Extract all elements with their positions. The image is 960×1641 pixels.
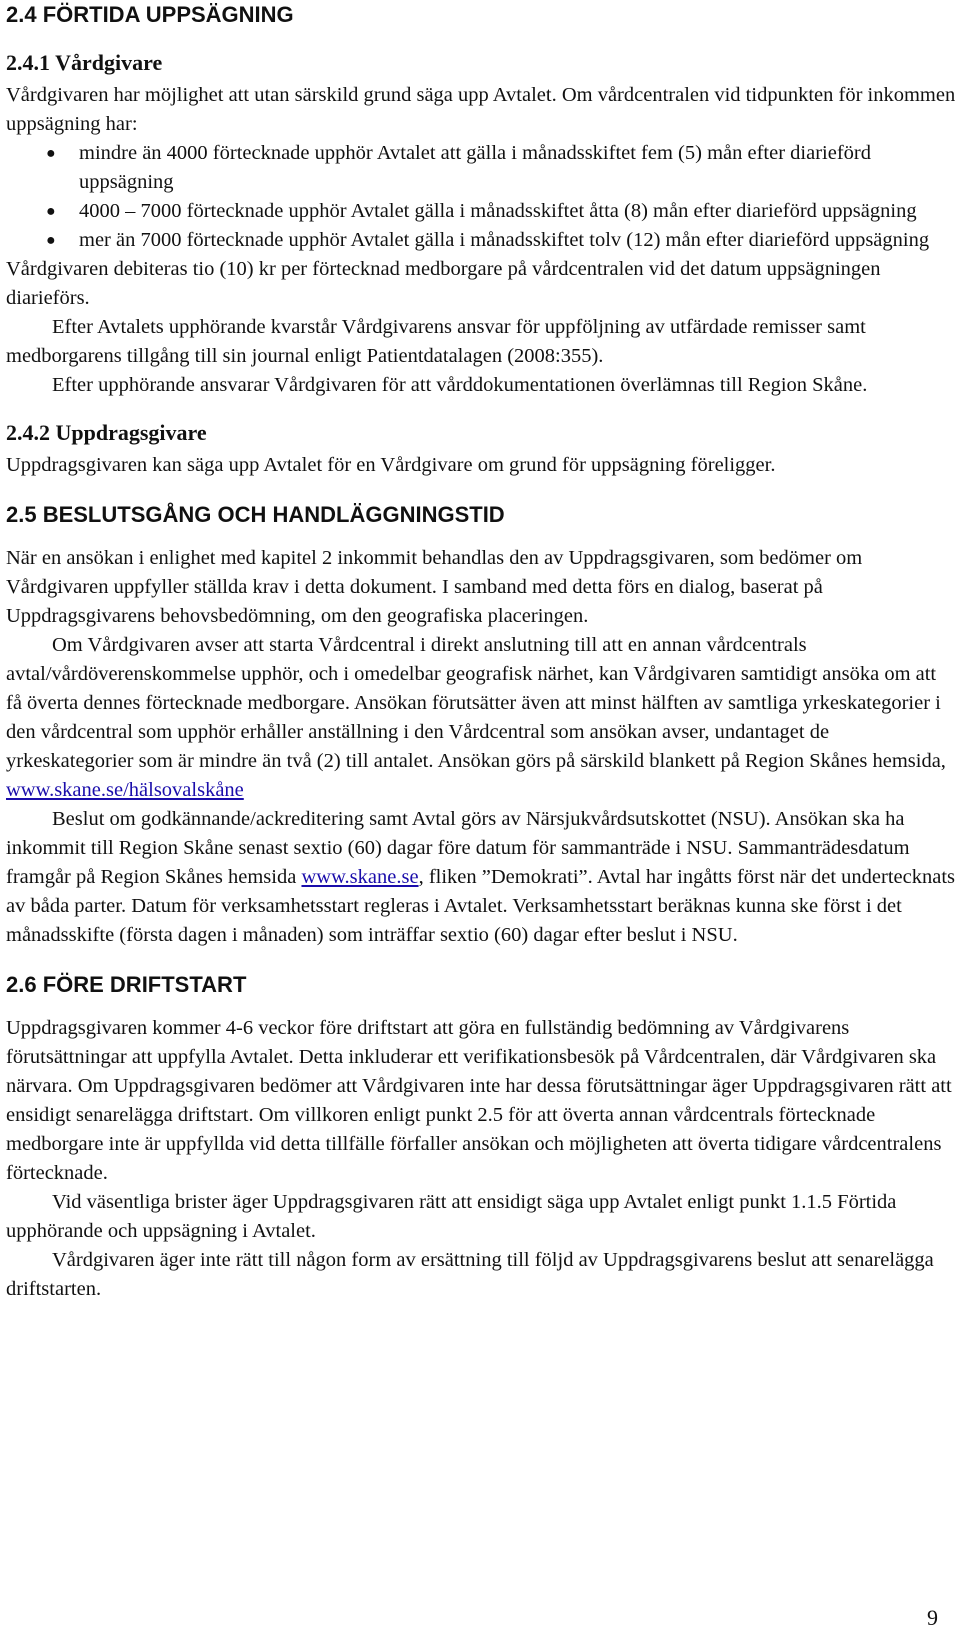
skane-website-link[interactable]: www.skane.se [301, 866, 419, 888]
paragraph-no-compensation: Vårdgivaren äger inte rätt till någon form av ersättning till följd av Uppdragsgivarens beslut att senarelägga driftstarten. [6, 1249, 934, 1300]
paragraph-application-review: När en ansökan i enlighet med kapitel 2 inkommit behandlas den av Uppdragsgivaren, som bedömer om Vårdgivaren uppfyller ställda krav i detta dokument. I samband med detta förs en dialog, baserat på Uppdragsgivarens behovsbedömning, om den geografiska placeringen. [6, 547, 863, 627]
document-page [6, 0, 956, 1304]
paragraph-after-termination: Efter Avtalets upphörande kvarstår Vårdgivarens ansvar för uppföljning av utfärdade remisser samt medborgarens tillgång till sin journal enligt Patientdatalagen (2008:355). [6, 316, 866, 367]
subsection-heading-2-4-2: 2.4.2 Uppdragsgivare [6, 420, 207, 445]
bullet-icon: ● [46, 203, 56, 220]
list-item-text: 4000 – 7000 förtecknade upphör Avtalet gälla i månadsskiftet åtta (8) mån efter diarieförd uppsägning [79, 200, 917, 222]
paragraph-debit: Vårdgivaren debiteras tio (10) kr per förtecknad medborgare på vårdcentralen vid det datum uppsägningen diarieförs. [6, 258, 881, 309]
list-item-text: mindre än 4000 förtecknade upphör Avtalet att gälla i månadsskiftet fem (5) mån efter diarieförd uppsägning [79, 142, 871, 193]
subsection-heading-2-4-1: 2.4.1 Vårdgivare [6, 50, 163, 75]
list-item [6, 226, 956, 255]
list-item-text: mer än 7000 förtecknade upphör Avtalet gälla i månadsskiftet tolv (12) mån efter diarieförd uppsägning [79, 229, 930, 251]
paragraph-documentation: Efter upphörande ansvarar Vårdgivaren för att vårddokumentationen överlämnas till Region Skåne. [52, 374, 868, 396]
paragraph-pre-start-assessment: Uppdragsgivaren kommer 4-6 veckor före driftstart att göra en fullständig bedömning av Vårdgivarens förutsättningar att uppfylla Avtalet. Detta inkluderar ett verifikationsbesök på Vårdcentralen, där Vårdgivaren ska närvara. Om Uppdragsgivaren bedömer att Vårdgivaren inte har dessa förutsättningar äger Uppdragsgivaren rätt att ensidigt senarelägga driftstart. Om villkoren enligt punkt 2.5 för att överta annan vårdcentrals förtecknade medborgare inte är uppfyllda vid detta tillfälle förfaller ansökan och möjligheten att överta tidigare vårdcentralens förtecknade. [6, 1017, 952, 1184]
takeover-text: Om Vårdgivaren avser att starta Vårdcentral i direkt anslutning till att en annan vårdcentrals avtal/vårdöverenskommelse upphör, och i omedelbar geografisk närhet, kan Vårdgivaren samtidigt ansöka om att få överta dennes förtecknade medborgare. Ansökan förutsätter även att minst hälften av samtliga yrkeskategorier i den vårdcentral som upphör erhåller anställning i den Vårdcentral som ansökan avser, undantaget de yrkeskategorier som är mindre än två (2) till antalet. Ansökan görs på särskild blankett på Region Skånes hemsida, [6, 634, 946, 772]
paragraph-decision [6, 805, 956, 950]
decision-text-start: Beslut om godkännande/ackreditering samt Avtal görs av Närsjukvårdsutskottet (NSU). Ansökan ska ha inkommit till Region Skåne senast sextio (60) dagar före datum för sammanträde i NSU. Sammanträdesdatum framgår på Region Skånes hemsida [6, 808, 910, 888]
termination-bullet-list [6, 139, 956, 255]
section-heading-2-5: 2.5 BESLUTSGÅNG OCH HANDLÄGGNINGSTID [6, 502, 505, 527]
section-heading-2-6: 2.6 FÖRE DRIFTSTART [6, 972, 247, 997]
paragraph-takeover [6, 631, 956, 805]
decision-text-end: , fliken ”Demokrati”. Avtal har ingåtts först när det undertecknats av båda parter. Datum för verksamhetsstart regleras i Avtalet. Verksamhetsstart beräknas kunna ske först i det månadsskifte (första dagen i månaden) som inträffar sextio (60) dagar efter beslut i NSU. [6, 866, 955, 946]
bullet-icon: ● [46, 145, 56, 162]
skane-halsoval-link[interactable]: www.skane.se/hälsovalskåne [6, 779, 244, 801]
bullet-icon: ● [46, 232, 56, 249]
paragraph-intro: Vårdgivaren har möjlighet att utan särskild grund säga upp Avtalet. Om vårdcentralen vid tidpunkten för inkommen uppsägning har: [6, 84, 956, 135]
page-number: 9 [927, 1605, 938, 1630]
section-heading-2-4: 2.4 FÖRTIDA UPPSÄGNING [6, 2, 294, 27]
list-item [6, 197, 956, 226]
paragraph-major-deficiencies: Vid väsentliga brister äger Uppdragsgivaren rätt att ensidigt säga upp Avtalet enligt punkt 1.1.5 Förtida upphörande och uppsägning i Avtalet. [6, 1191, 897, 1242]
list-item [6, 139, 956, 197]
paragraph-client-termination: Uppdragsgivaren kan säga upp Avtalet för en Vårdgivare om grund för uppsägning föreligger. [6, 454, 776, 476]
